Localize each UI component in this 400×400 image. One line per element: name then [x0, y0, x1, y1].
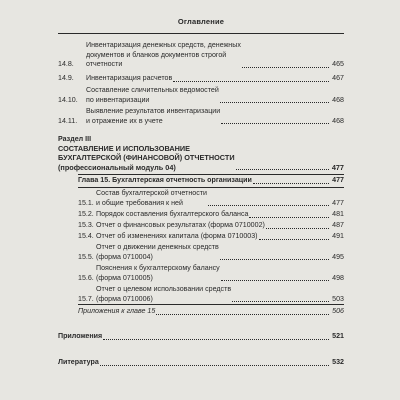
entry-number: 14.11.	[58, 116, 78, 125]
running-header	[58, 8, 344, 26]
entry-page: 498	[332, 273, 344, 282]
entry-number: 15.7.	[78, 294, 94, 303]
literature-entry[interactable]	[58, 358, 344, 368]
rule-line	[78, 187, 344, 188]
entry-number: 14.10.	[58, 95, 78, 104]
header-title: Оглавление	[177, 17, 225, 26]
entry-page: 477	[332, 176, 344, 184]
entry-page: 532	[332, 358, 344, 366]
entry-title: Отчет о целевом использовании средств (форма 0710006)	[96, 285, 232, 303]
entry-title: Инвентаризация расчетов	[86, 74, 173, 82]
toc-entry-14-10[interactable]	[58, 86, 344, 105]
entry-page: 487	[332, 221, 344, 229]
rule-line	[78, 174, 344, 175]
toc-entry-14-11[interactable]	[58, 107, 344, 126]
entry-title: Отчет о финансовых результатах (форма 0710002)	[96, 221, 265, 229]
toc-entry-15-4[interactable]	[78, 232, 344, 242]
entry-title: Отчет об изменениях капитала (форма 0710003)	[96, 232, 258, 240]
entry-number: 15.6.	[78, 273, 94, 282]
header-rule	[58, 33, 344, 34]
toc-entry-15-1[interactable]	[78, 189, 344, 208]
entry-page: 481	[332, 210, 344, 218]
chapter-title: Глава 15. Бухгалтерская отчетность организации	[78, 176, 252, 184]
section-title: СОСТАВЛЕНИЕ И ИСПОЛЬЗОВАНИЕ БУХГАЛТЕРСКОЙ (ФИНАНСОВОЙ) ОТЧЕТНОСТИ (профессиональный модуль 04)	[58, 144, 235, 172]
toc-entry-15-7[interactable]	[78, 285, 344, 304]
toc-entry-14-8[interactable]	[58, 41, 344, 70]
entry-title: Литература	[58, 358, 99, 366]
entry-page: 491	[332, 232, 344, 240]
entry-page: 468	[332, 95, 344, 104]
toc-entry-15-6[interactable]	[78, 264, 344, 283]
entry-number: 15.2.	[78, 210, 94, 218]
entry-title: Приложения к главе 15	[78, 307, 156, 315]
entry-title: Выявление результатов инвентаризации и отражение их в учете	[86, 107, 221, 125]
entry-page: 506	[332, 307, 344, 315]
entry-page: 477	[332, 198, 344, 207]
entry-title: Порядок составления бухгалтерского баланса	[96, 210, 249, 218]
chapter-entry[interactable]	[78, 176, 344, 186]
entry-page: 465	[332, 60, 344, 68]
toc-entry-14-9[interactable]	[58, 74, 344, 84]
entry-number: 14.9.	[58, 74, 74, 82]
entry-number: 14.8.	[58, 60, 74, 68]
entry-page: 521	[332, 332, 344, 340]
toc-entry-15-5[interactable]	[78, 243, 344, 262]
entry-title: Отчет о движении денежных средств (форма 0710004)	[96, 243, 219, 261]
toc-page	[58, 8, 344, 396]
entry-title: Состав бухгалтерской отчетности и общие требования к ней	[96, 189, 207, 207]
section-entry[interactable]	[58, 144, 344, 172]
entry-page: 467	[332, 74, 344, 82]
entry-number: 15.4.	[78, 232, 94, 240]
section-label: Раздел III	[58, 135, 92, 143]
toc-entry-15-3[interactable]	[78, 221, 344, 231]
entry-page: 495	[332, 252, 344, 261]
entry-page: 468	[332, 116, 344, 125]
entry-title: Инвентаризация денежных средств, денежных документов и бланков документов строгой отчетности	[86, 41, 241, 68]
entry-page: 503	[332, 294, 344, 303]
toc-entry-15-2[interactable]	[78, 210, 344, 220]
entry-number: 15.5.	[78, 252, 94, 261]
appendix-entry[interactable]	[78, 307, 344, 317]
entry-page: 477	[331, 162, 344, 172]
entry-title: Составление сличительных ведомостей по инвентаризации	[86, 86, 219, 104]
entry-title: Пояснения к бухгалтерскому балансу (форма 0710005)	[96, 264, 220, 282]
rule-line	[78, 304, 344, 305]
apps-entry[interactable]	[58, 332, 344, 342]
entry-title: Приложения	[58, 332, 103, 340]
entry-number: 15.1.	[78, 198, 94, 207]
entry-number: 15.3.	[78, 221, 94, 229]
